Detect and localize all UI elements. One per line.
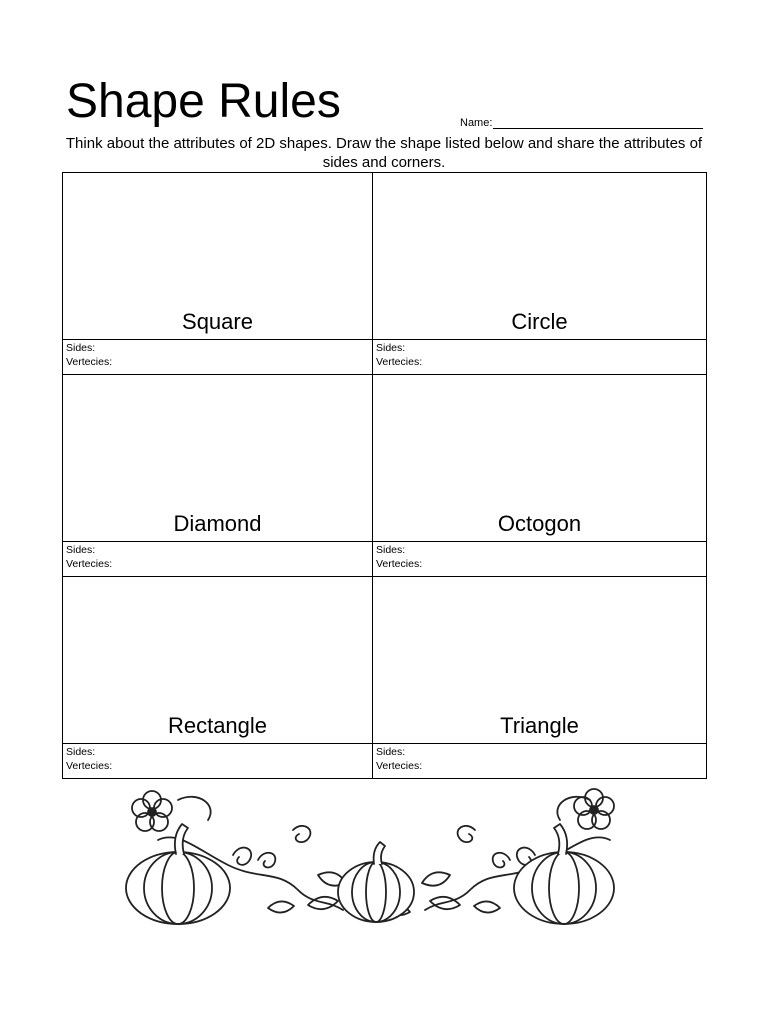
shape-worksheet-table [62, 172, 707, 779]
drawing-row [63, 173, 707, 340]
shape-label: Diamond [173, 511, 262, 536]
pumpkin-border-decoration [118, 780, 650, 950]
attributes-box-triangle[interactable] [373, 744, 707, 779]
attributes-box-rectangle[interactable] [63, 744, 373, 779]
shape-label: Rectangle [167, 713, 268, 738]
drawing-row [63, 577, 707, 744]
leaf-icon [474, 901, 500, 912]
pumpkin-icon [514, 824, 614, 924]
vine-icon [293, 826, 310, 842]
vine-icon [458, 826, 475, 842]
instructions: Think about the attributes of 2D shapes. Draw the shape listed below and share the attributes of sides and corners. [65, 135, 703, 171]
attribute-row [63, 542, 707, 577]
sides-label: Sides: [66, 746, 96, 758]
vertices-label: Vertecies: [376, 356, 423, 368]
attributes-box-circle[interactable] [373, 340, 707, 375]
shape-label: Circle [511, 309, 568, 334]
vertices-label: Vertecies: [376, 760, 423, 772]
page-title: Shape Rules [66, 75, 341, 128]
leaf-icon [422, 872, 450, 885]
drawing-box-diamond[interactable] [63, 375, 373, 542]
attributes-box-diamond[interactable] [63, 542, 373, 577]
attribute-row [63, 340, 707, 375]
drawing-row [63, 375, 707, 542]
pumpkin-icon [338, 842, 414, 922]
sides-label: Sides: [376, 746, 406, 758]
vine-icon [493, 853, 510, 868]
drawing-box-octogon[interactable] [373, 375, 707, 542]
attribute-row [63, 744, 707, 779]
sides-label: Sides: [66, 544, 96, 556]
shape-label: Triangle [500, 713, 579, 738]
name-blank-line[interactable] [493, 117, 703, 129]
attributes-box-octogon[interactable] [373, 542, 707, 577]
vine-icon [233, 848, 251, 865]
sides-label: Sides: [376, 342, 406, 354]
leaf-icon [268, 901, 294, 912]
shape-label: Square [182, 309, 253, 334]
vertices-label: Vertecies: [376, 558, 423, 570]
vine-icon [178, 797, 211, 820]
drawing-box-square[interactable] [63, 173, 373, 340]
attributes-box-square[interactable] [63, 340, 373, 375]
name-label: Name: [460, 117, 493, 129]
vertices-label: Vertecies: [66, 760, 113, 772]
drawing-box-circle[interactable] [373, 173, 707, 340]
flower-icon [132, 791, 172, 831]
drawing-box-triangle[interactable] [373, 577, 707, 744]
name-field[interactable] [460, 117, 703, 129]
pumpkin-icon [126, 824, 230, 924]
flower-icon [574, 789, 614, 829]
drawing-box-rectangle[interactable] [63, 577, 373, 744]
vertices-label: Vertecies: [66, 356, 113, 368]
shape-label: Octogon [497, 511, 582, 536]
sides-label: Sides: [66, 342, 96, 354]
sides-label: Sides: [376, 544, 406, 556]
vertices-label: Vertecies: [66, 558, 113, 570]
vine-icon [258, 853, 275, 868]
